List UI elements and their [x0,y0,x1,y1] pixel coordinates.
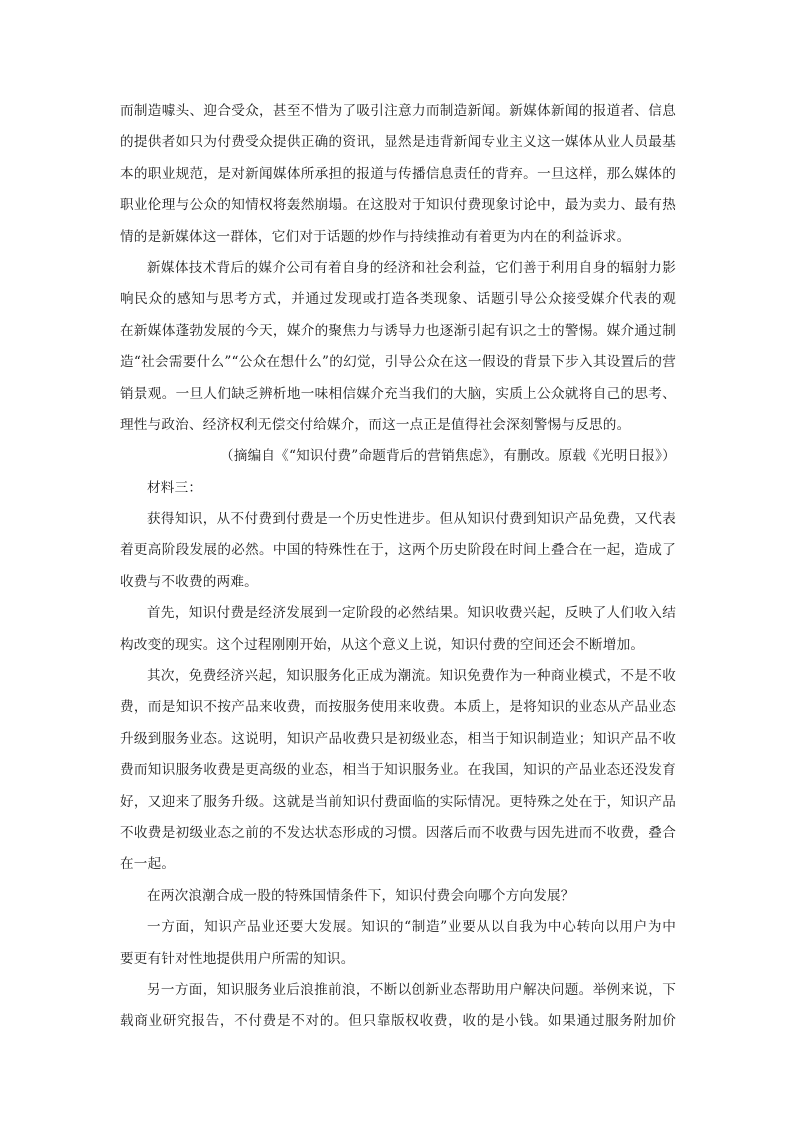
source-citation: （摘编自《“知识付费”命题背后的营销焦虑》，有删改。原载《光明日报》） [220,448,676,465]
text-line-5: 情的是新媒体这一群体，它们对于话题的炒作与持续推动有着更为内在的利益诉求。 [120,228,631,245]
text-line-28: 要更有针对性地提供用户所需的知识。 [120,950,355,967]
text-line-27: 一方面，知识产品业还要大发展。知识的“制造”业要从以自我为中心转向以用户为中 [147,919,676,936]
text-line-7: 响民众的感知与思考方式，并通过发现或打造各类现象、话题引导公众接受媒介代表的观 [120,291,676,308]
document-body [120,96,676,1038]
text-line-17: 首先，知识付费是经济发展到一定阶段的必然结果。知识收费兴起，反映了人们收入结 [147,605,676,622]
text-line-30: 载商业研究报告，不付费是不对的。但只靠版权收费，收的是小钱。如果通过服务附加价 [120,1013,676,1030]
text-line-16: 收费与不收费的两难。 [120,573,258,590]
text-line-21: 升级到服务业态。这说明，知识产品收费只是初级业态，相当于知识制造业；知识产品不收 [120,730,676,747]
text-line-19: 其次，免费经济兴起，知识服务化正成为潮流。知识免费作为一种商业模式，不是不收 [147,668,676,685]
text-line-23: 好，又迎来了服务升级。这就是当前知识付费面临的实际情况。更特殊之处在于，知识产品 [120,793,676,810]
text-line-9: 造“社会需要什么”“公众在想什么”的幻觉，引导公众在这一假设的背景下步入其设置后的营 [120,354,676,371]
text-line-29: 另一方面，知识服务业后浪推前浪，不断以创新业态帮助用户解决问题。举例来说，下 [147,981,676,998]
text-line-18: 构改变的现实。这个过程刚刚开始，从这个意义上说，知识付费的空间还会不断增加。 [120,636,645,653]
text-line-11: 理性与政治、经济权利无偿交付给媒介，而这一点正是值得社会深刻警惕与反思的。 [120,416,631,433]
text-line-1: 而制造噱头、迎合受众，甚至不惜为了吸引注意力而制造新闻。新媒体新闻的报道者、信息 [120,103,676,119]
text-line-4: 职业伦理与公众的知情权将轰然崩塌。在这股对于知识付费现象讨论中，最为卖力、最有热 [120,197,676,214]
text-line-15: 着更高阶段发展的必然。中国的特殊性在于，这两个历史阶段在时间上叠合在一起，造成了 [120,542,676,559]
text-line-2: 的提供者如只为付费受众提供正确的资讯，显然是违背新闻专业主义这一媒体从业人员最基 [120,134,676,151]
text-line-25: 在一起。 [120,856,176,873]
text-line-8: 在新媒体蓬勃发展的今天，媒介的聚焦力与诱导力也逐渐引起有识之士的警惕。媒介通过制 [120,322,676,339]
text-line-3: 本的职业规范，是对新闻媒体所承担的报道与传播信息责任的背弃。一旦这样，那么媒体的 [120,165,676,182]
text-line-24: 不收费是初级业态之前的不发达状态形成的习惯。因落后而不收费与因先进而不收费，叠合 [120,824,676,841]
text-line-26: 在两次浪潮合成一股的特殊国情条件下，知识付费会向哪个方向发展？ [147,887,575,904]
text-line-6: 新媒体技术背后的媒介公司有着自身的经济和社会利益，它们善于利用自身的辐射力影 [147,259,676,276]
section-heading-material-3: 材料三： [147,479,203,496]
text-line-14: 获得知识，从不付费到付费是一个历史性进步。但从知识付费到知识产品免费，又代表 [147,511,676,528]
text-line-22: 费而知识服务收费是更高级的业态，相当于知识服务业。在我国，知识的产品业态还没发育 [120,762,676,779]
text-line-20: 费，而是知识不按产品来收费，而按服务使用来收费。本质上，是将知识的业态从产品业态 [120,699,676,716]
text-line-10: 销景观。一旦人们缺乏辨析地一味相信媒介充当我们的大脑，实质上公众就将自己的思考、 [120,385,676,402]
